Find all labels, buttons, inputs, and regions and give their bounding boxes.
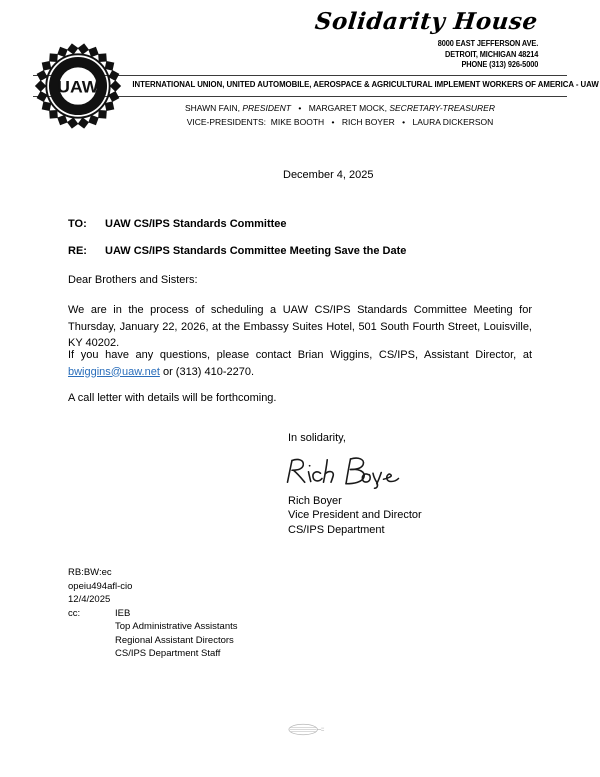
signature-block [288, 431, 422, 537]
footer-date: 12/4/2025 [68, 594, 111, 605]
footer-block [68, 566, 238, 661]
cc-block [68, 607, 238, 661]
addressee-block [68, 218, 538, 257]
body-paragraph-3: A call letter with details will be forthcoming. [68, 392, 277, 404]
secretary-treasurer-name: MARGARET MOCK, [308, 103, 387, 113]
secretary-treasurer-title: SECRETARY-TREASURER [389, 103, 495, 113]
officer-separator-3: • [402, 117, 406, 127]
re-row [68, 245, 538, 257]
re-label: RE: [68, 245, 87, 257]
cc-recipient: Regional Assistant Directors [115, 634, 234, 646]
to-label: TO: [68, 218, 87, 230]
letter-date: December 4, 2025 [283, 169, 374, 181]
re-value: UAW CS/IPS Standards Committee Meeting Save the Date [105, 245, 407, 257]
signer-title: Vice President and Director [288, 509, 422, 521]
union-full-name: INTERNATIONAL UNION, UNITED AUTOMOBILE, AEROSPACE & AGRICULTURAL IMPLEMENT WORKERS OF AMERICA - UAW [132, 80, 599, 89]
signer-name: Rich Boyer [288, 494, 342, 507]
to-row [68, 218, 538, 230]
vice-presidents-label: VICE-PRESIDENTS: [186, 117, 267, 127]
letterhead-address [438, 39, 538, 71]
address-phone: PHONE (313) 926-5000 [461, 60, 538, 69]
president-title: PRESIDENT [242, 103, 291, 113]
officers-line-2 [110, 115, 570, 129]
body-paragraph-1: We are in the process of scheduling a UAW CS/IPS Standards Committee Meeting for Thursday, January 22, 2026, at the Embassy Suites Hotel, 501 South Fourth Street, Louisville, KY 40202. [68, 304, 532, 349]
letterhead [0, 0, 600, 140]
to-value: UAW CS/IPS Standards Committee [105, 218, 287, 230]
officer-separator-2: • [331, 117, 335, 127]
handwritten-signature-icon [280, 452, 400, 490]
officer-separator-1: • [298, 103, 302, 113]
cc-recipient: IEB [115, 607, 131, 619]
union-bug-icon [287, 723, 325, 736]
closing-line: In solidarity, [288, 432, 346, 444]
cc-recipient: Top Administrative Assistants [115, 621, 238, 632]
vice-president-3: LAURA DICKERSON [412, 117, 494, 127]
body-paragraph-2 [68, 347, 532, 380]
cc-label: cc: [68, 607, 81, 619]
salutation: Dear Brothers and Sisters: [68, 274, 198, 286]
vice-president-1: MIKE BOOTH [270, 117, 325, 127]
solidarity-house-title: Solidarity House [313, 8, 540, 35]
cc-recipient-list [115, 607, 238, 661]
svg-text:UAW: UAW [57, 77, 99, 97]
uaw-logo-icon [34, 42, 122, 130]
paragraph-2-text-before: If you have any questions, please contact Brian Wiggins, CS/IPS, Assistant Director, at [68, 349, 532, 361]
address-line-2: DETROIT, MICHIGAN 48214 [444, 49, 538, 59]
email-link[interactable]: bwiggins@uaw.net [68, 365, 160, 378]
paragraph-2-text-after: or (313) 410-2270. [159, 365, 255, 378]
vice-president-2: RICH BOYER [341, 117, 395, 127]
officers-line-1 [110, 101, 570, 115]
footer-initials: RB:BW:ec [68, 567, 112, 578]
president-name: SHAWN FAIN, [185, 103, 240, 113]
officers-list [110, 101, 570, 129]
address-line-1: 8000 EAST JEFFERSON AVE. [437, 39, 538, 48]
cc-recipient: CS/IPS Department Staff [115, 648, 221, 659]
signer-department: CS/IPS Department [288, 523, 385, 536]
footer-union-label: opeiu494afl-cio [68, 580, 133, 592]
